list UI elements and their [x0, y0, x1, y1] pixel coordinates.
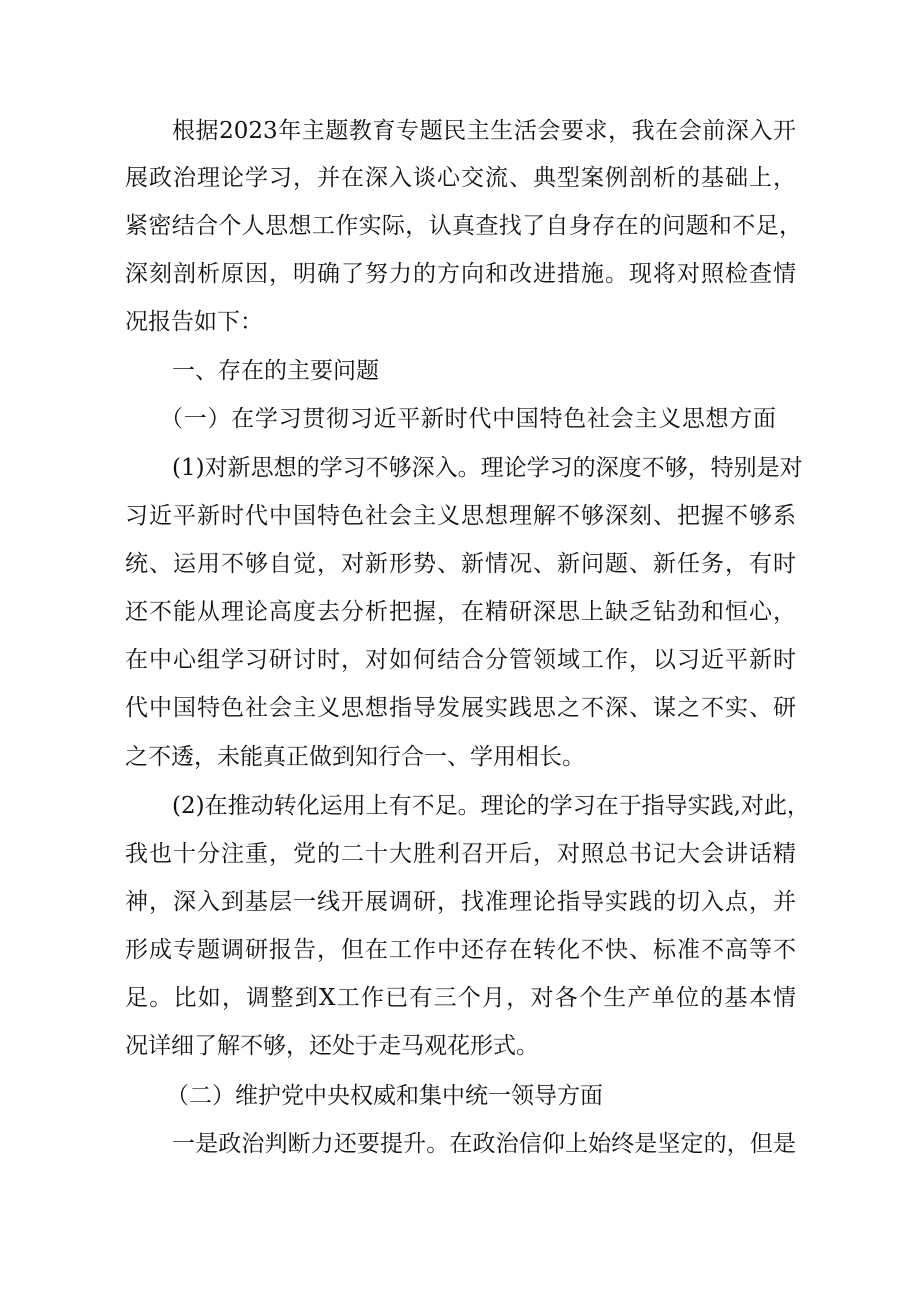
item-2-line-6: 况详细了解不够，还处于走马观花形式。 — [125, 1033, 539, 1059]
item-1-line-7: 之不透，未能真正做到知行合一、学用相长。 — [125, 744, 585, 770]
item-2-line-2: 我也十分注重，党的二十大胜利召开后，对照总书记大会讲话精 — [125, 841, 796, 867]
intro-line-4: 深刻剖析原因，明确了努力的方向和改进措施。现将对照检查情 — [125, 261, 796, 287]
item-1-line-1: (1)对新思想的学习不够深入。理论学习的深度不够，特别是对 — [172, 455, 803, 481]
item-2-line-4: 形成专题调研报告，但在工作中还存在转化不快、标准不高等不 — [125, 937, 796, 963]
subsection-heading-2: （二）维护党中央权威和集中统一领导方面 — [166, 1083, 603, 1109]
item-3-line-1: 一是政治判断力还要提升。在政治信仰上始终是坚定的，但是 — [172, 1131, 796, 1157]
intro-line-5: 况报告如下： — [125, 309, 263, 335]
subsection-heading-1: （一）在学习贯彻习近平新时代中国特色社会主义思想方面 — [160, 406, 776, 432]
item-2-line-5: 足。比如，调整到X工作已有三个月，对各个生产单位的基本情 — [125, 985, 796, 1011]
item-2-line-1: (2)在推动转化运用上有不足。理论的学习在于指导实践,对此， — [172, 793, 810, 819]
section-heading-1: 一、存在的主要问题 — [172, 358, 379, 384]
intro-line-2: 展政治理论学习，并在深入谈心交流、典型案例剖析的基础上， — [125, 165, 796, 191]
item-2-line-3: 神，深入到基层一线开展调研，找准理论指导实践的切入点，并 — [125, 889, 796, 915]
intro-line-1: 根据2023年主题教育专题民主生活会要求，我在会前深入开 — [172, 118, 796, 144]
item-1-line-4: 还不能从理论高度去分析把握，在精研深思上缺乏钻劲和恒心， — [125, 599, 796, 625]
item-1-line-6: 代中国特色社会主义思想指导发展实践思之不深、谋之不实、研 — [125, 695, 796, 721]
item-1-line-3: 统、运用不够自觉，对新形势、新情况、新问题、新任务，有时 — [125, 551, 796, 577]
item-1-line-5: 在中心组学习研讨时，对如何结合分管领域工作，以习近平新时 — [125, 647, 796, 673]
intro-line-3: 紧密结合个人思想工作实际，认真查找了自身存在的问题和不足， — [125, 213, 802, 239]
item-1-line-2: 习近平新时代中国特色社会主义思想理解不够深刻、把握不够系 — [125, 503, 796, 529]
